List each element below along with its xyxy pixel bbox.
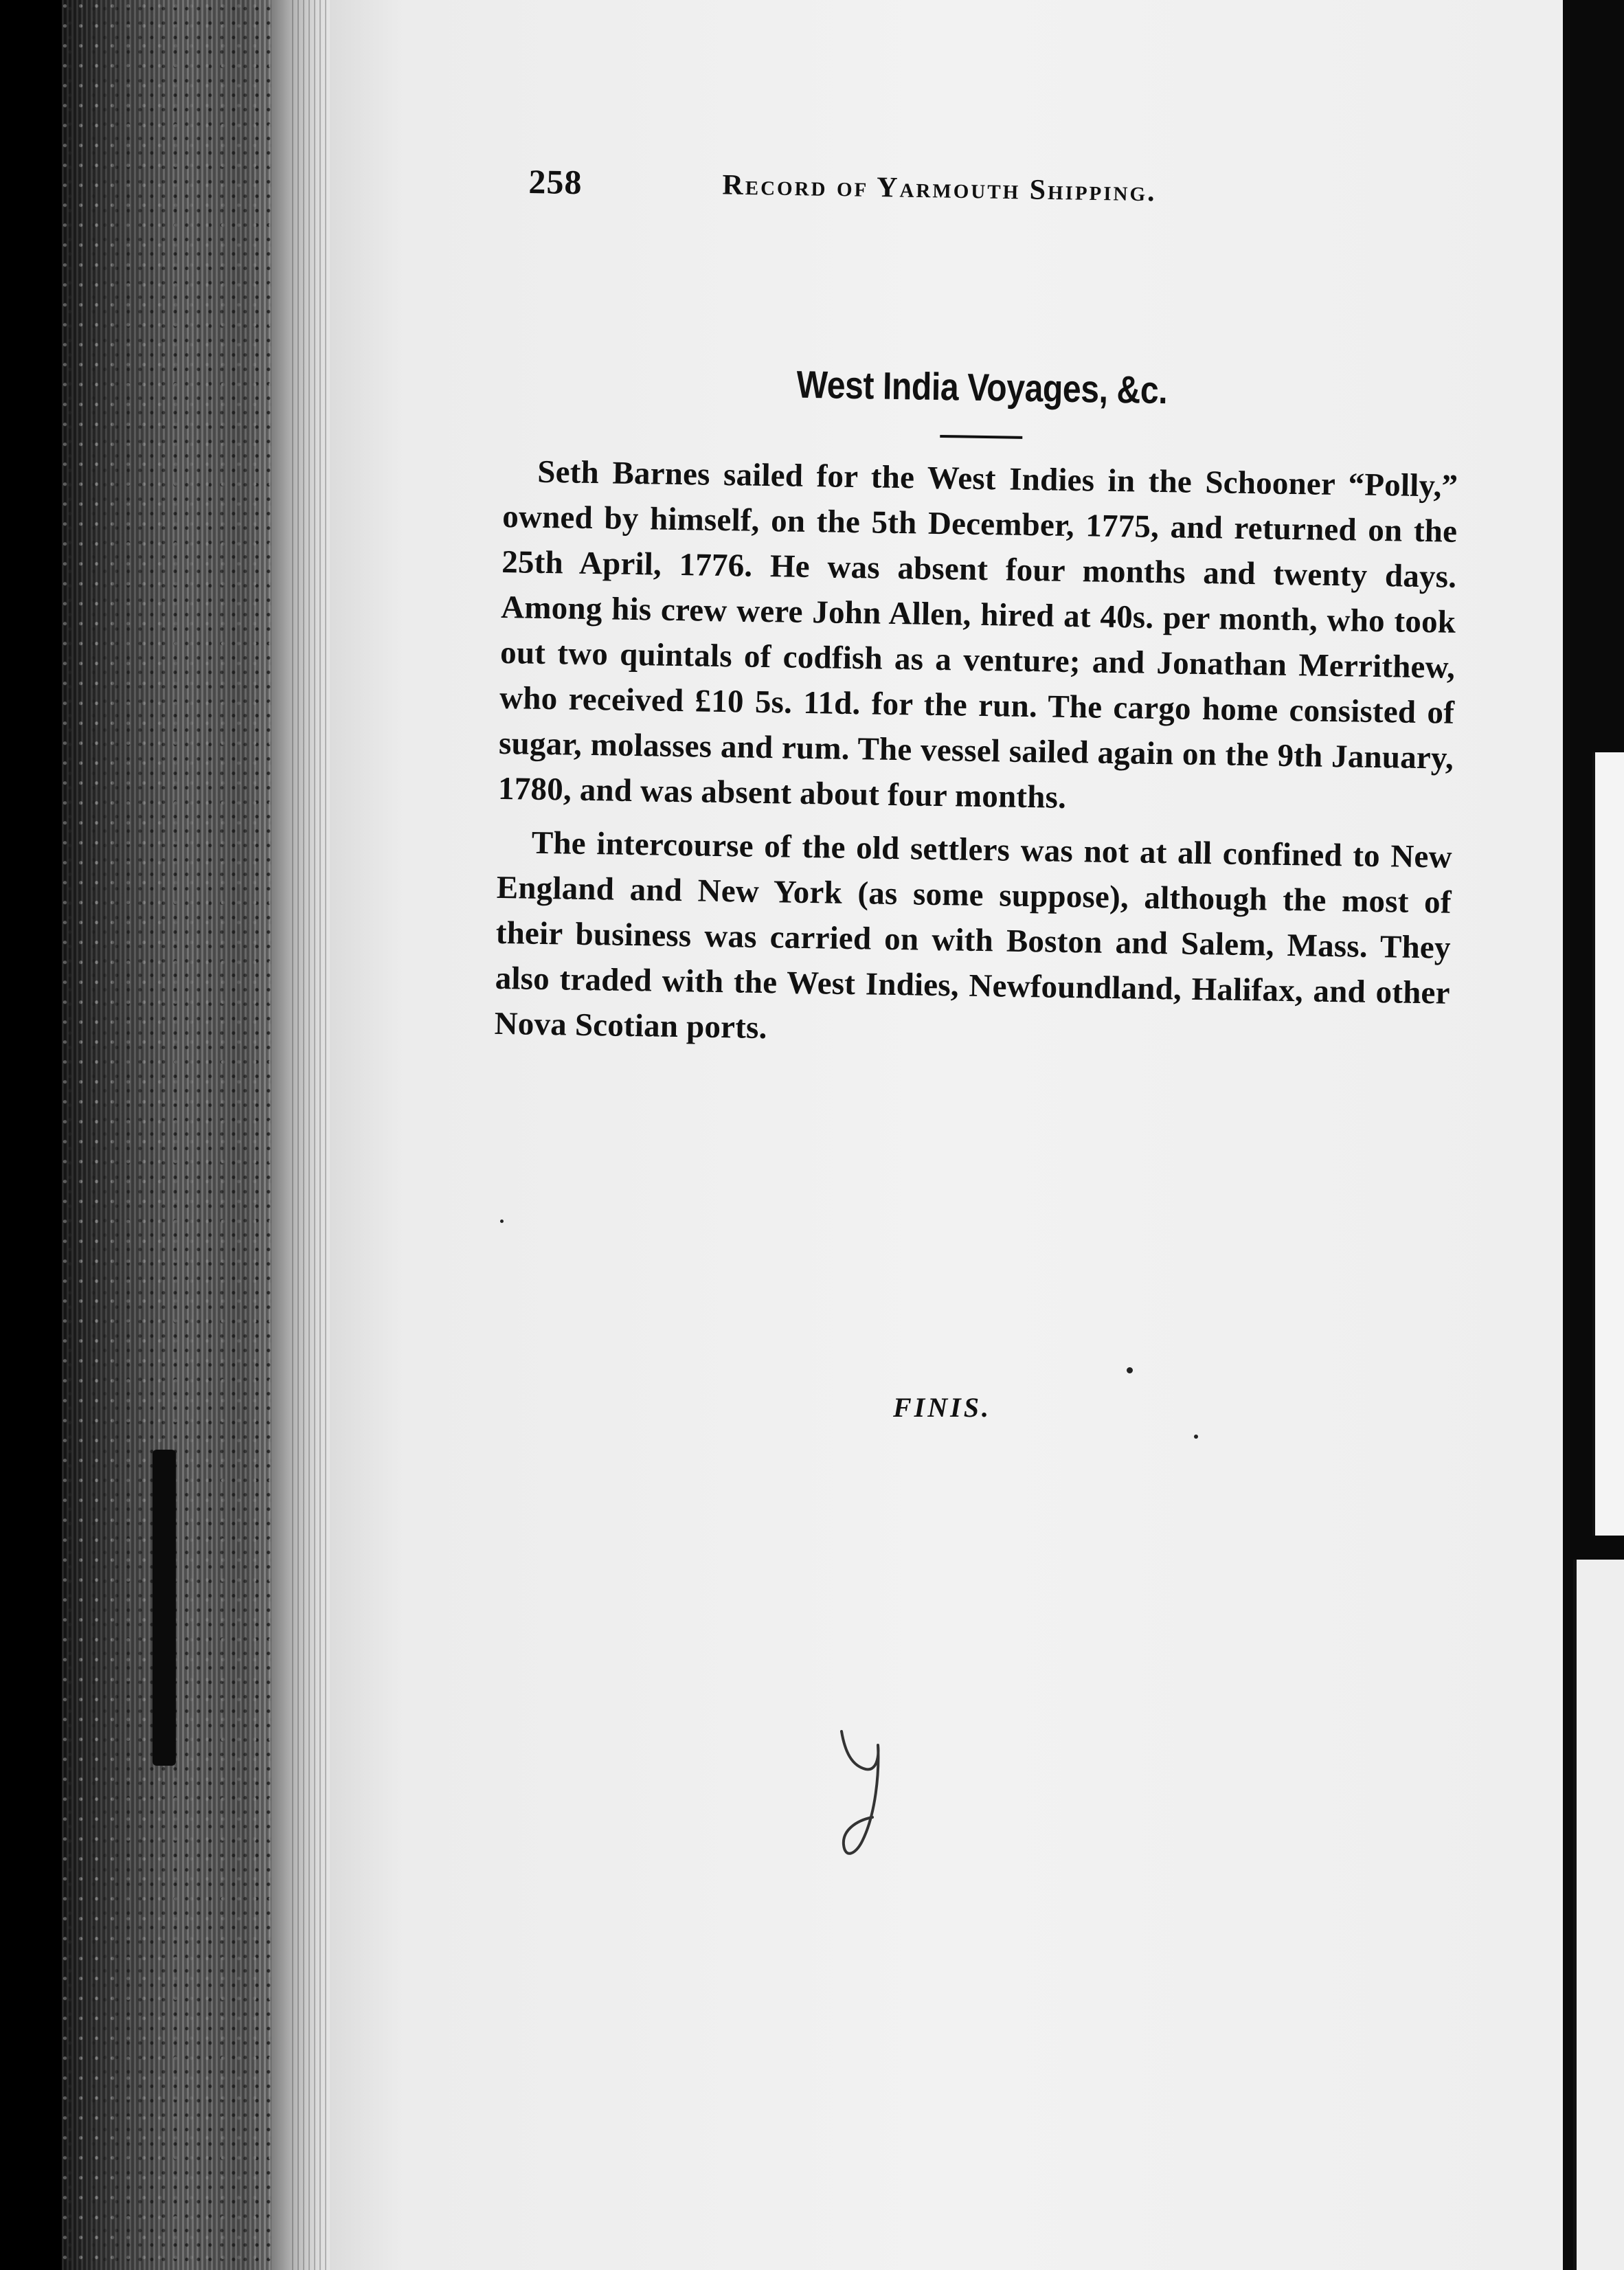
page-fore-edge <box>62 0 289 2270</box>
binding-strip <box>153 1450 176 1766</box>
finis-mark: FINIS. <box>893 1392 991 1423</box>
book-page <box>330 0 1563 2270</box>
paragraph-1: Seth Barnes sailed for the West Indies in the Schooner “Polly,” owned by himself, on the 5th December, 1775, and returned on the 25th April, 1776. He was absent four months and twenty days. Among his crew were John Allen, hired at 40s. per month, who took out two quintals of codfish as a venture; and Jonathan Merrithew, who received £10 5s. 11d. for the run. The cargo home consisted of sugar, molasses and rum. The vessel sailed again on the 9th January, 1780, and was absent about four months. <box>497 453 1458 816</box>
title-rule <box>940 435 1022 439</box>
ink-speck <box>1194 1435 1198 1439</box>
handwritten-mark <box>824 1704 907 1862</box>
ink-speck <box>1127 1367 1133 1373</box>
paragraph-2: The intercourse of the old settlers was not at all confined to New England and New York (as some suppose), although the most of their business was carried on with Boston and Salem, Mass. They also traded with the West Indies, Newfoundland, Halifax, and other Nova Scotian ports. <box>494 824 1453 1046</box>
page-body <box>494 357 1460 1070</box>
section-title: West India Voyages, &c. <box>796 362 1168 412</box>
page-edge-lines <box>292 0 330 2270</box>
right-leaf-page <box>1592 752 1624 1536</box>
page-number: 258 <box>528 161 583 202</box>
right-leaf-page-lower <box>1573 1560 1624 2270</box>
running-title: Record of Yarmouth Shipping. <box>722 169 1157 208</box>
ink-speck <box>500 1220 504 1223</box>
